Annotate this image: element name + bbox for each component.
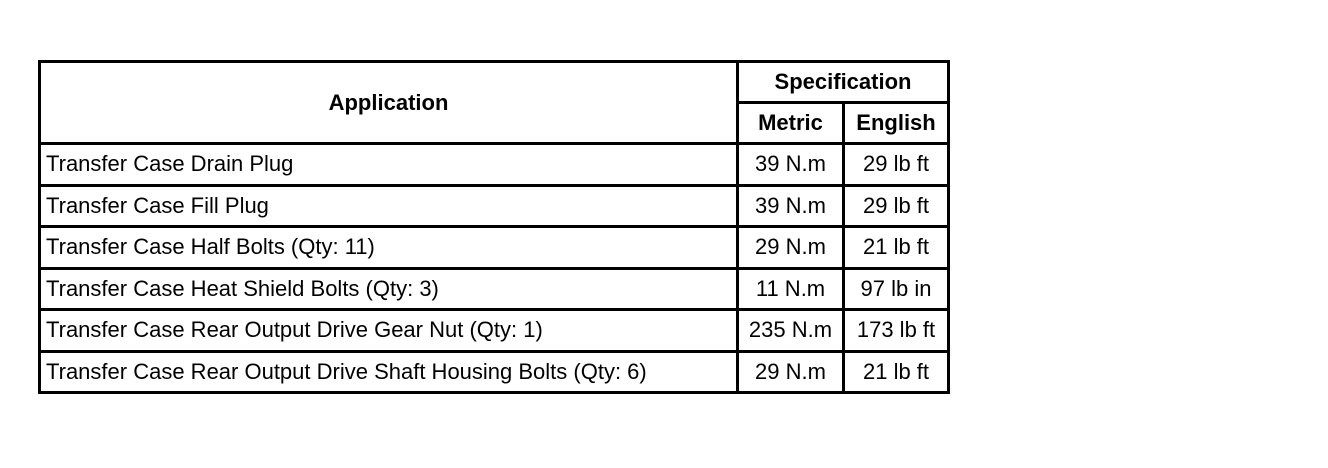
header-row-top <box>40 62 949 103</box>
table-row <box>40 268 949 310</box>
english-cell: 21 lb ft <box>844 351 949 393</box>
metric-cell: 235 N.m <box>738 310 844 352</box>
application-cell: Transfer Case Rear Output Drive Gear Nut (Qty: 1) <box>40 310 738 352</box>
application-cell: Transfer Case Half Bolts (Qty: 11) <box>40 227 738 269</box>
metric-cell: 11 N.m <box>738 268 844 310</box>
metric-cell: 39 N.m <box>738 144 844 186</box>
english-cell: 97 lb in <box>844 268 949 310</box>
english-header: English <box>844 103 949 144</box>
metric-cell: 29 N.m <box>738 351 844 393</box>
application-header: Application <box>40 62 738 144</box>
metric-cell: 39 N.m <box>738 185 844 227</box>
table-row <box>40 227 949 269</box>
metric-cell: 29 N.m <box>738 227 844 269</box>
english-cell: 173 lb ft <box>844 310 949 352</box>
application-cell: Transfer Case Rear Output Drive Shaft Housing Bolts (Qty: 6) <box>40 351 738 393</box>
english-cell: 29 lb ft <box>844 185 949 227</box>
table-row <box>40 185 949 227</box>
table-row <box>40 351 949 393</box>
specification-header: Specification <box>738 62 949 103</box>
table-row <box>40 144 949 186</box>
english-cell: 29 lb ft <box>844 144 949 186</box>
english-cell: 21 lb ft <box>844 227 949 269</box>
torque-spec-table <box>38 60 950 394</box>
application-cell: Transfer Case Fill Plug <box>40 185 738 227</box>
metric-header: Metric <box>738 103 844 144</box>
application-cell: Transfer Case Drain Plug <box>40 144 738 186</box>
table-row <box>40 310 949 352</box>
application-cell: Transfer Case Heat Shield Bolts (Qty: 3) <box>40 268 738 310</box>
